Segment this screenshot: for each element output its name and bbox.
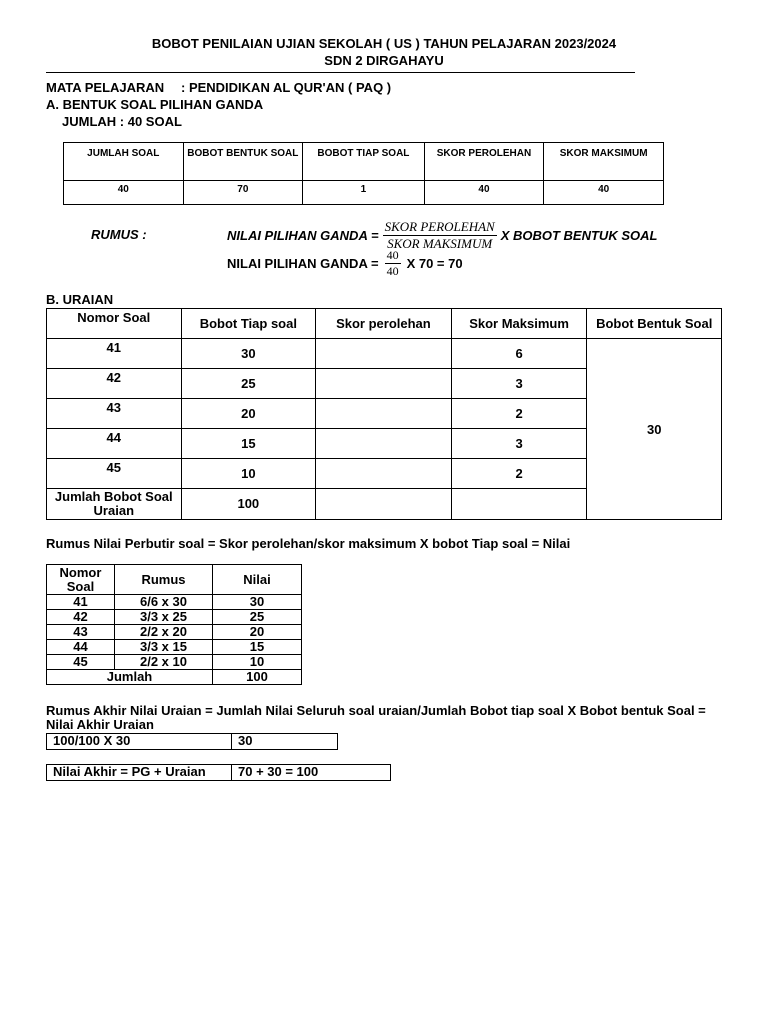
subject-label: MATA PELAJARAN bbox=[46, 80, 165, 95]
table-cell: 6/6 x 30 bbox=[115, 595, 213, 610]
table-cell: 45 bbox=[47, 655, 115, 670]
table-cell: 10 bbox=[181, 459, 316, 489]
table-cell: 6 bbox=[451, 339, 587, 369]
header-cell: SKOR MAKSIMUM bbox=[544, 143, 664, 181]
table-cell: 70 bbox=[183, 181, 303, 205]
table-cell: 41 bbox=[47, 339, 182, 369]
table-cell bbox=[316, 459, 452, 489]
bobot-bentuk-cell: 30 bbox=[587, 339, 722, 520]
table-cell: 25 bbox=[213, 610, 302, 625]
rumus-akhir-uraian: Rumus Akhir Nilai Uraian = Jumlah Nilai Seluruh soal uraian/Jumlah Bobot tiap soal X Bobot bentuk Soal = bbox=[46, 703, 706, 718]
table-cell: 43 bbox=[47, 625, 115, 640]
header-cell: JUMLAH SOAL bbox=[64, 143, 184, 181]
table-cell: 2/2 x 20 bbox=[115, 625, 213, 640]
header-cell: Nomor Soal bbox=[47, 565, 115, 595]
table-cell: 2/2 x 10 bbox=[115, 655, 213, 670]
header-cell: BOBOT BENTUK SOAL bbox=[183, 143, 303, 181]
header-cell: Nilai bbox=[213, 565, 302, 595]
header-cell: Skor perolehan bbox=[316, 309, 452, 339]
formula-fraction bbox=[385, 248, 401, 279]
table-cell bbox=[316, 399, 452, 429]
total-label-cell: Jumlah bbox=[47, 670, 213, 685]
total-value-cell: 100 bbox=[213, 670, 302, 685]
total-label-cell: Jumlah Bobot Soal Uraian bbox=[47, 489, 182, 520]
table-cell: 42 bbox=[47, 369, 182, 399]
pg-formula-line2 bbox=[227, 248, 463, 279]
table-cell bbox=[316, 339, 452, 369]
header-cell: Rumus bbox=[115, 565, 213, 595]
table-row bbox=[47, 339, 722, 369]
table-cell: 3 bbox=[451, 429, 587, 459]
table-row bbox=[47, 610, 302, 625]
rumus-label: RUMUS : bbox=[91, 227, 147, 242]
table-cell: 3/3 x 15 bbox=[115, 640, 213, 655]
table-cell bbox=[451, 489, 587, 520]
table-cell: 40 bbox=[64, 181, 184, 205]
subject-value: : PENDIDIKAN AL QUR'AN ( PAQ ) bbox=[181, 80, 392, 95]
fraction-numerator: 40 bbox=[386, 248, 399, 262]
table-cell: 44 bbox=[47, 429, 182, 459]
table-cell: 30 bbox=[181, 339, 316, 369]
table-cell: 1 bbox=[303, 181, 425, 205]
table-row bbox=[47, 595, 302, 610]
table-cell: 15 bbox=[213, 640, 302, 655]
table-row bbox=[47, 640, 302, 655]
table-cell: 45 bbox=[47, 459, 182, 489]
table-cell: 42 bbox=[47, 610, 115, 625]
table-header-row bbox=[47, 565, 302, 595]
table-cell: 10 bbox=[213, 655, 302, 670]
header-cell: Skor Maksimum bbox=[451, 309, 587, 339]
section-b-heading: B. URAIAN bbox=[46, 292, 114, 307]
header-cell: Nomor Soal bbox=[47, 309, 182, 339]
table-cell: 30 bbox=[213, 595, 302, 610]
header-cell: SKOR PEROLEHAN bbox=[424, 143, 544, 181]
table-cell: 40 bbox=[544, 181, 664, 205]
uraian-calc-table bbox=[46, 564, 302, 685]
table-cell: 3/3 x 25 bbox=[115, 610, 213, 625]
table-cell: 20 bbox=[181, 399, 316, 429]
table-row bbox=[64, 181, 664, 205]
formula-prefix: NILAI PILIHAN GANDA = bbox=[227, 256, 379, 271]
table-cell: 40 bbox=[424, 181, 544, 205]
nilai-akhir-value: 70 + 30 = 100 bbox=[238, 764, 319, 779]
table-cell: 44 bbox=[47, 640, 115, 655]
uraian-weight-table bbox=[46, 308, 722, 520]
table-cell: 15 bbox=[181, 429, 316, 459]
table-cell: 20 bbox=[213, 625, 302, 640]
header-cell: Bobot Bentuk Soal bbox=[587, 309, 722, 339]
nilai-akhir-box bbox=[46, 764, 391, 781]
formula-prefix: NILAI PILIHAN GANDA = bbox=[227, 228, 379, 243]
header-divider bbox=[46, 72, 635, 73]
fraction-denominator: SKOR MAKSIMUM bbox=[387, 236, 493, 251]
header-cell: BOBOT TIAP SOAL bbox=[303, 143, 425, 181]
rumus-akhir-uraian-label: Nilai Akhir Uraian bbox=[46, 717, 154, 732]
nilai-akhir-label: Nilai Akhir = PG + Uraian bbox=[47, 765, 232, 780]
section-a-count: JUMLAH : 40 SOAL bbox=[62, 114, 182, 129]
table-cell: 2 bbox=[451, 459, 587, 489]
formula-suffix: X BOBOT BENTUK SOAL bbox=[500, 228, 658, 243]
rumus-perbutir: Rumus Nilai Perbutir soal = Skor perolehan/skor maksimum X bobot Tiap soal = Nilai bbox=[46, 536, 571, 551]
akhir-uraian-box bbox=[46, 733, 338, 750]
akhir-uraian-value: 30 bbox=[238, 733, 253, 748]
total-value-cell: 100 bbox=[181, 489, 316, 520]
document-title: BOBOT PENILAIAN UJIAN SEKOLAH ( US ) TAHUN PELAJARAN 2023/2024 bbox=[151, 36, 617, 51]
table-row bbox=[47, 625, 302, 640]
pg-weight-table bbox=[63, 142, 664, 205]
formula-suffix: X 70 = 70 bbox=[406, 256, 463, 271]
table-header-row bbox=[47, 309, 722, 339]
school-name: SDN 2 DIRGAHAYU bbox=[324, 53, 444, 68]
table-cell: 3 bbox=[451, 369, 587, 399]
table-cell: 25 bbox=[181, 369, 316, 399]
akhir-uraian-formula: 100/100 X 30 bbox=[47, 734, 232, 749]
table-cell bbox=[316, 429, 452, 459]
table-row bbox=[47, 655, 302, 670]
header-cell: Bobot Tiap soal bbox=[181, 309, 316, 339]
table-header-row bbox=[64, 143, 664, 181]
fraction-denominator: 40 bbox=[386, 264, 399, 278]
table-total-row bbox=[47, 670, 302, 685]
table-cell: 43 bbox=[47, 399, 182, 429]
table-cell bbox=[316, 369, 452, 399]
table-cell bbox=[316, 489, 452, 520]
section-a-heading: A. BENTUK SOAL PILIHAN GANDA bbox=[46, 97, 264, 112]
table-cell: 41 bbox=[47, 595, 115, 610]
table-cell: 2 bbox=[451, 399, 587, 429]
fraction-numerator: SKOR PEROLEHAN bbox=[384, 219, 495, 234]
